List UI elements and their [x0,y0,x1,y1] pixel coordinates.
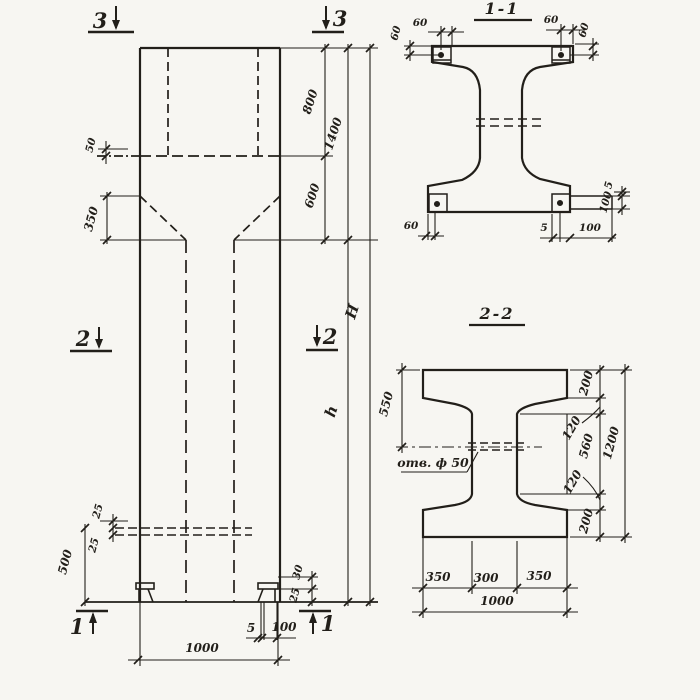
dim-shaft-height: h [321,403,342,420]
dim-shoulder-taper: 350 [81,205,102,233]
arrow-down-icon [95,339,103,349]
dim-hole-offset-upper: 25 [90,502,106,520]
marker-2-left-label: 2 [75,326,91,351]
marker-1-right-label: 1 [320,611,336,636]
column-outline [140,48,280,602]
dim-top-flange: 200 [576,369,597,397]
arrow-up-icon [309,612,317,623]
dim-web-clear: 560 [576,432,597,460]
dim-hole-offset-lower: 25 [86,536,102,554]
dim-base-width: 1000 [185,641,219,655]
dim-socket-plate: 50 [83,136,99,154]
section-1-1-view [388,0,630,242]
dim-anchor-left-horizontal: 60 [412,17,428,29]
dim-total-height: H [341,301,363,321]
dim-socket-to-shoulder: 600 [301,181,323,210]
dim-plate-width-horizontal: 100 [579,222,601,234]
arrow-down-icon [322,20,330,30]
hidden-edges [97,48,280,602]
dim-bottom-right: 350 [526,569,552,583]
section-marker-3-left [88,6,134,33]
dim-total-depth: 1200 [600,425,623,461]
dim-plate-thickness-horizontal: 5 [540,222,548,234]
anchor-plates [429,47,615,215]
arrow-down-icon [112,20,120,30]
section-marker-1-right [299,611,335,636]
dim-flange-width-left: 550 [376,390,397,418]
marker-3-right-label: 3 [332,6,348,31]
section-2-2-title: 2-2 [479,304,515,323]
dim-bottom-middle: 300 [473,571,499,585]
section-marker-2-right [306,324,338,350]
section-marker-1-left [70,611,108,639]
dim-bottom-taper: 120 [560,467,585,497]
dim-top-taper: 120 [559,413,584,443]
foot-plate-right [258,583,278,602]
dim-anchor-left-vertical: 60 [388,24,404,42]
hole-otv-50 [396,443,542,472]
dim-top-to-socket: 800 [299,87,321,116]
dim-bottom-flange: 200 [576,507,597,535]
dim-plate-thickness-vertical: 5 [602,180,616,191]
foot-plate-left [136,583,154,602]
dim-anchor-right-horizontal: 60 [543,14,559,26]
dim-anchor-right-vertical: 60 [576,21,592,39]
dim-foot-plate-thickness: 5 [246,621,256,635]
marker-1-left-label: 1 [69,614,85,639]
section-marker-2-left [70,326,112,351]
dim-foot-plate-bottom: 25 [287,586,303,604]
dim-anchor-bottom-left: 60 [403,220,419,232]
section-marker-3-right [312,6,347,32]
dim-bottom-total: 1000 [480,594,514,608]
section-1-1-title: 1-1 [484,0,520,18]
dim-plate-height-vertical: 100 [597,190,615,215]
dim-bottom-left: 350 [425,570,451,584]
marker-2-right-label: 2 [322,324,338,349]
dim-foot-plate-width: 100 [271,620,297,634]
elevation-view [55,6,378,666]
section-2-2-view [376,304,632,618]
section-1-1-outline [428,46,573,212]
dim-hole-to-base: 500 [55,548,76,576]
arrow-up-icon [89,612,97,623]
dim-top-to-shoulder: 1400 [321,115,346,152]
web-joint-dashes [476,119,541,126]
marker-3-left-label: 3 [92,8,108,33]
dim-foot-plate-top: 30 [290,563,306,581]
hole-label: отв. ф 50 [397,455,469,470]
arrow-down-icon [313,337,321,347]
section-2-2-outline [423,370,567,537]
